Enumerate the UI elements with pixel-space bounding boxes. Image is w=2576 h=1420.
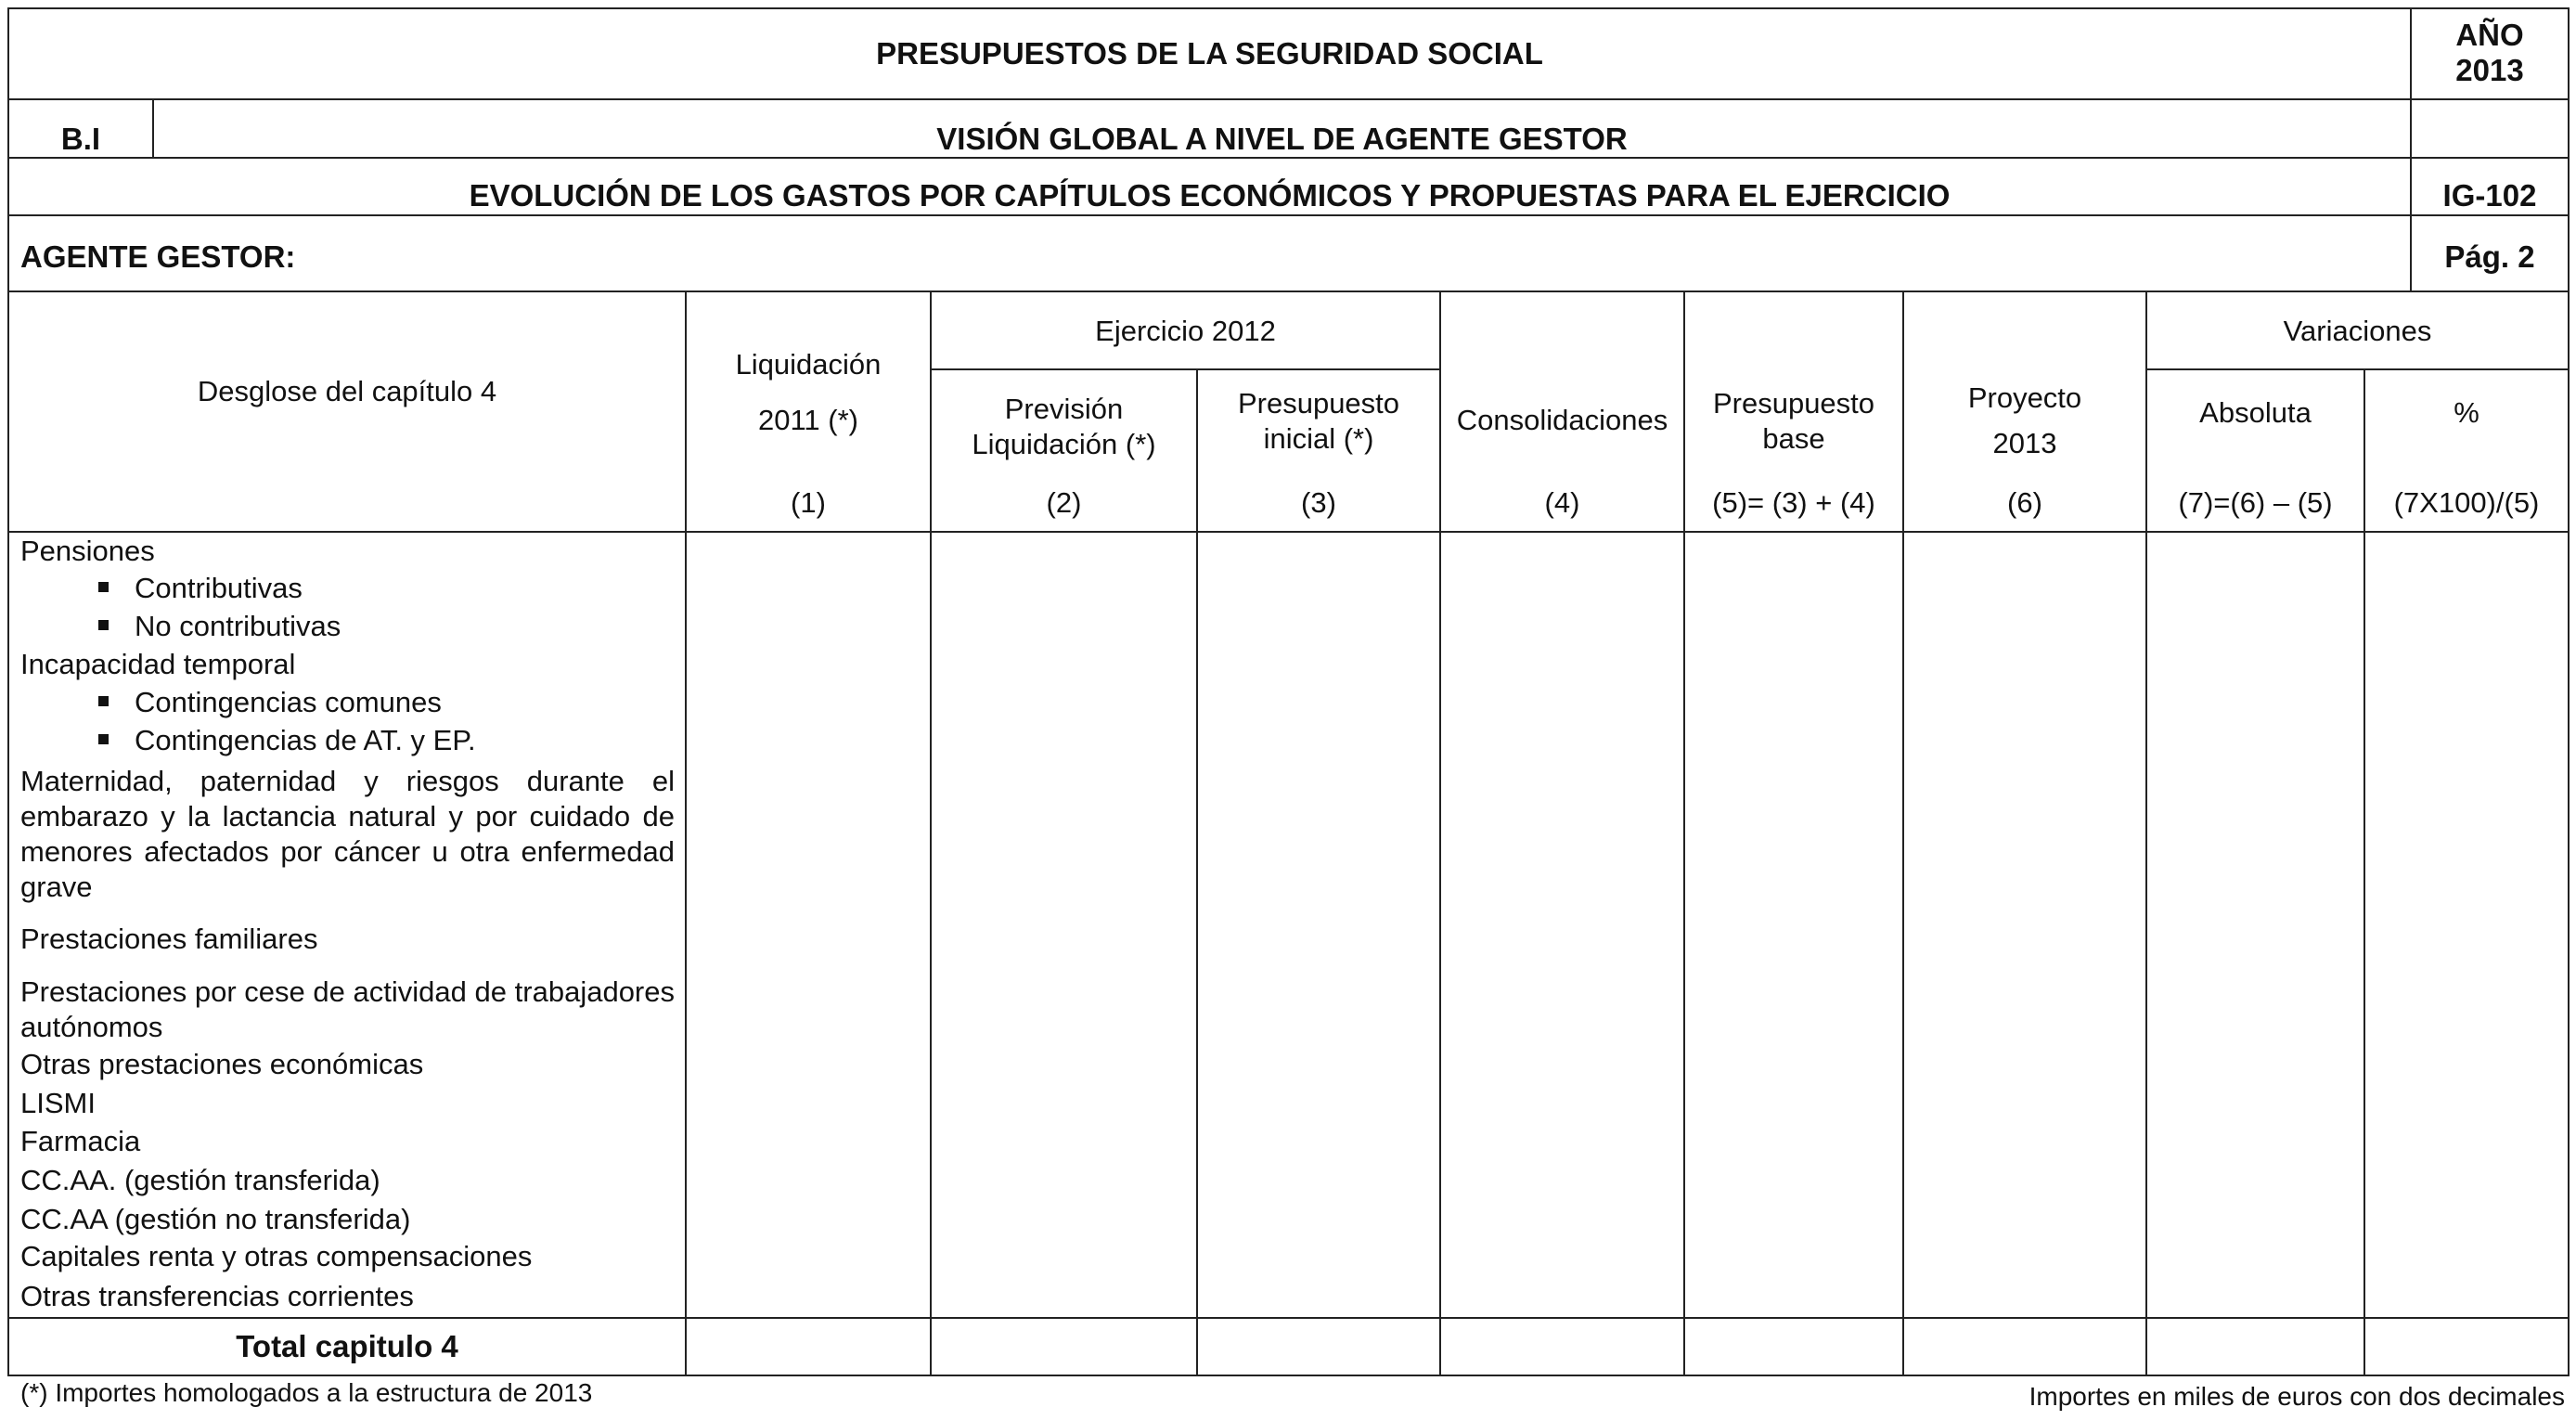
bullet-icon <box>98 734 109 744</box>
page-title: PRESUPUESTOS DE LA SEGURIDAD SOCIAL <box>876 36 1543 71</box>
row-no-contributivas <box>98 608 341 645</box>
footnote: (*) Importes homologados a la estructura de 2013 <box>20 1378 593 1407</box>
col-presupuesto-inicial-num: (3) <box>1301 486 1336 519</box>
row-contingencias-at <box>98 722 476 759</box>
col-absoluta-header: Absoluta <box>2199 396 2312 429</box>
row-pensiones: Pensiones <box>20 535 155 567</box>
bullet-icon <box>98 620 109 630</box>
row-ccaa-transferida: CC.AA. (gestión transferida) <box>20 1164 380 1196</box>
col-presupuesto-base-sub: base <box>1762 422 1825 455</box>
row-contingencias-comunes-label: Contingencias comunes <box>135 686 442 718</box>
year-value: 2013 <box>2455 53 2524 87</box>
row-total: Total capitulo 4 <box>236 1329 458 1363</box>
units-note: Importes en miles de euros con dos decimales <box>2029 1382 2565 1411</box>
col-liquidacion-num: (1) <box>791 486 826 519</box>
col-desglose-header: Desglose del capítulo 4 <box>197 375 497 407</box>
col-presupuesto-inicial-sub: inicial (*) <box>1263 422 1374 455</box>
agent-label: AGENTE GESTOR: <box>20 239 296 274</box>
row-farmacia: Farmacia <box>20 1125 141 1157</box>
bullet-icon <box>98 696 109 706</box>
col-consolidaciones-num: (4) <box>1544 486 1580 519</box>
row-lismi: LISMI <box>20 1087 96 1119</box>
row-otras-prestaciones: Otras prestaciones económicas <box>20 1048 424 1080</box>
page-number: Pág. 2 <box>2444 239 2535 274</box>
row-otras-transferencias: Otras transferencias corrientes <box>20 1280 414 1312</box>
col-consolidaciones-header: Consolidaciones <box>1456 404 1668 436</box>
row-contributivas-label: Contributivas <box>135 572 303 604</box>
row-contributivas <box>98 570 303 607</box>
row-no-contributivas-label: No contributivas <box>135 610 341 642</box>
col-liquidacion-year: 2011 (*) <box>758 404 858 436</box>
row-incapacidad-temporal: Incapacidad temporal <box>20 648 296 680</box>
col-proyecto-header: Proyecto <box>1967 381 2082 414</box>
col-liquidacion-header: Liquidación <box>735 348 882 381</box>
row-prestaciones-familiares: Prestaciones familiares <box>20 923 318 955</box>
row-maternidad: Maternidad, paternidad y riesgos durante el embarazo y la lactancia natural y por cuidado de menores afectados por cáncer u otra enfermedad grave <box>20 765 675 903</box>
row-ccaa-no-transferida: CC.AA (gestión no transferida) <box>20 1203 411 1235</box>
row-cese-actividad: Prestaciones por cese de actividad de trabajadores autónomos <box>20 975 675 1043</box>
row-contingencias-at-label: Contingencias de AT. y EP. <box>135 724 476 756</box>
col-proyecto-num: (6) <box>2007 486 2042 519</box>
col-variaciones-header: Variaciones <box>2283 315 2432 347</box>
col-percent-num: (7X100)/(5) <box>2393 486 2540 519</box>
col-presupuesto-base-num: (5)= (3) + (4) <box>1712 486 1875 519</box>
col-prevision-num: (2) <box>1046 486 1082 519</box>
col-proyecto-year: 2013 <box>1992 427 2057 459</box>
row-capitales-renta: Capitales renta y otras compensaciones <box>20 1240 533 1272</box>
col-percent-header: % <box>2454 396 2479 429</box>
report-subtitle: EVOLUCIÓN DE LOS GASTOS POR CAPÍTULOS ECONÓMICOS Y PROPUESTAS PARA EL EJERCICIO <box>469 178 1951 213</box>
row-contingencias-comunes <box>98 684 442 721</box>
col-presupuesto-inicial-header: Presupuesto <box>1237 387 1400 420</box>
col-absoluta-num: (7)=(6) – (5) <box>2178 486 2333 519</box>
col-prevision-sub: Liquidación (*) <box>972 428 1156 460</box>
col-presupuesto-base-header: Presupuesto <box>1712 387 1875 420</box>
year-label: AÑO <box>2455 18 2524 52</box>
col-prevision-header: Previsión <box>1004 393 1124 425</box>
col-ejercicio-header: Ejercicio 2012 <box>1095 315 1276 347</box>
bullet-icon <box>98 582 109 592</box>
section-title: VISIÓN GLOBAL A NIVEL DE AGENTE GESTOR <box>936 122 1628 156</box>
form-code: IG-102 <box>2442 178 2537 213</box>
section-code: B.I <box>60 122 101 156</box>
